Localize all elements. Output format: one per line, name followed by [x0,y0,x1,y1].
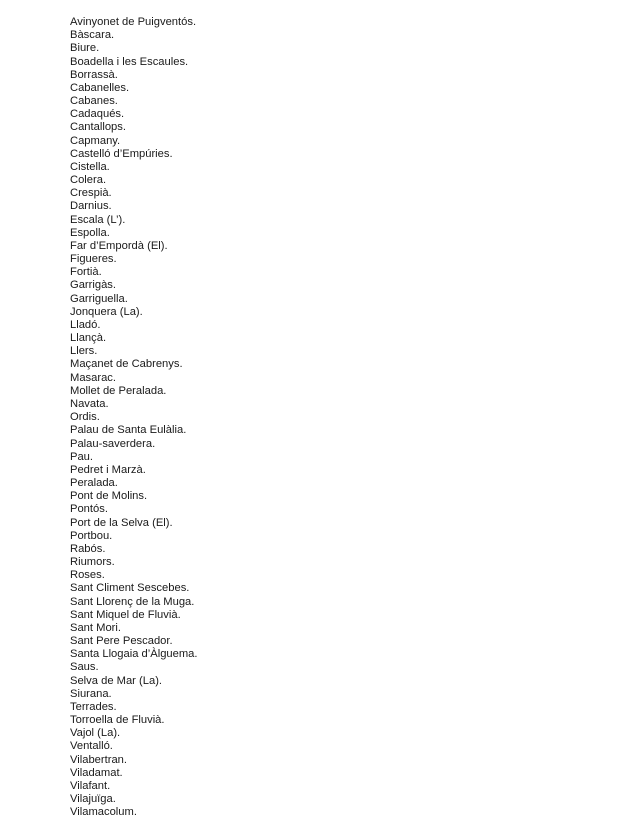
list-item: Avinyonet de Puigventós. [70,16,197,28]
list-item: Garriguella. [70,292,128,305]
list-item: Ordis. [70,411,100,424]
list-item: Sant Miquel de Fluvià. [70,608,181,621]
list-item: Espolla. [70,226,110,239]
list-item: Lladó. [70,318,101,331]
list-item: Viladamat. [70,766,123,779]
list-item: Roses. [70,569,105,582]
municipality-list [70,16,198,819]
list-item: Portbou. [70,529,113,542]
list-item: Terrades. [70,700,117,713]
list-item: Palau-saverdera. [70,437,156,450]
list-item: Jonquera (La). [70,305,143,318]
list-item: Sant Climent Sescebes. [70,582,190,595]
list-item: Figueres. [70,253,117,266]
list-item: Cantallops. [70,121,126,134]
list-item: Selva de Mar (La). [70,674,163,687]
list-item: Maçanet de Cabrenys. [70,358,183,371]
list-item: Pontós. [70,503,108,516]
list-item: Siurana. [70,687,112,700]
list-item: Cabanelles. [70,81,130,94]
list-item: Palau de Santa Eulàlia. [70,424,187,437]
list-item: Port de la Selva (El). [70,516,173,529]
list-item: Biure. [70,42,100,55]
list-item: Crespià. [70,187,112,200]
list-item: Peralada. [70,477,118,490]
list-item: Vilafant. [70,779,111,792]
list-item: Darnius. [70,200,112,213]
list-item: Navata. [70,397,109,410]
list-item: Boadella i les Escaules. [70,55,189,68]
list-item: Vilamacolum. [70,806,137,819]
list-item: Cabanes. [70,95,118,108]
list-item: Colera. [70,174,107,187]
list-item: Capmany. [70,134,121,147]
list-item: Cadaqués. [70,108,125,121]
list-item: Rabós. [70,542,106,555]
list-item: Cistella. [70,160,110,173]
list-item: Garrigàs. [70,279,117,292]
list-item: Borrassà. [70,68,118,81]
list-item: Mollet de Peralada. [70,384,167,397]
list-item: Pau. [70,450,94,463]
list-item: Masarac. [70,371,117,384]
list-item: Llers. [70,345,98,358]
list-item: Far d’Empordà (El). [70,239,168,252]
list-item: Vajol (La). [70,727,121,740]
list-item: Llançà. [70,332,107,345]
list-item: Bàscara. [70,29,115,42]
list-item: Pont de Molins. [70,490,148,503]
list-item: Saus. [70,661,99,674]
list-item: Riumors. [70,556,115,569]
list-item: Torroella de Fluvià. [70,714,165,727]
list-item: Santa Llogaia d’Àlguema. [70,648,198,661]
list-item: Escala (L’). [70,213,126,226]
list-item: Pedret i Marzà. [70,463,146,476]
list-item: Sant Pere Pescador. [70,635,173,648]
list-item: Fortià. [70,266,102,279]
list-item: Ventalló. [70,740,113,753]
list-item: Vilabertran. [70,753,128,766]
list-item: Sant Llorenç de la Muga. [70,595,195,608]
list-item: Sant Mori. [70,621,121,634]
list-item: Castelló d’Empúries. [70,147,173,160]
list-item: Vilajuïga. [70,793,116,806]
